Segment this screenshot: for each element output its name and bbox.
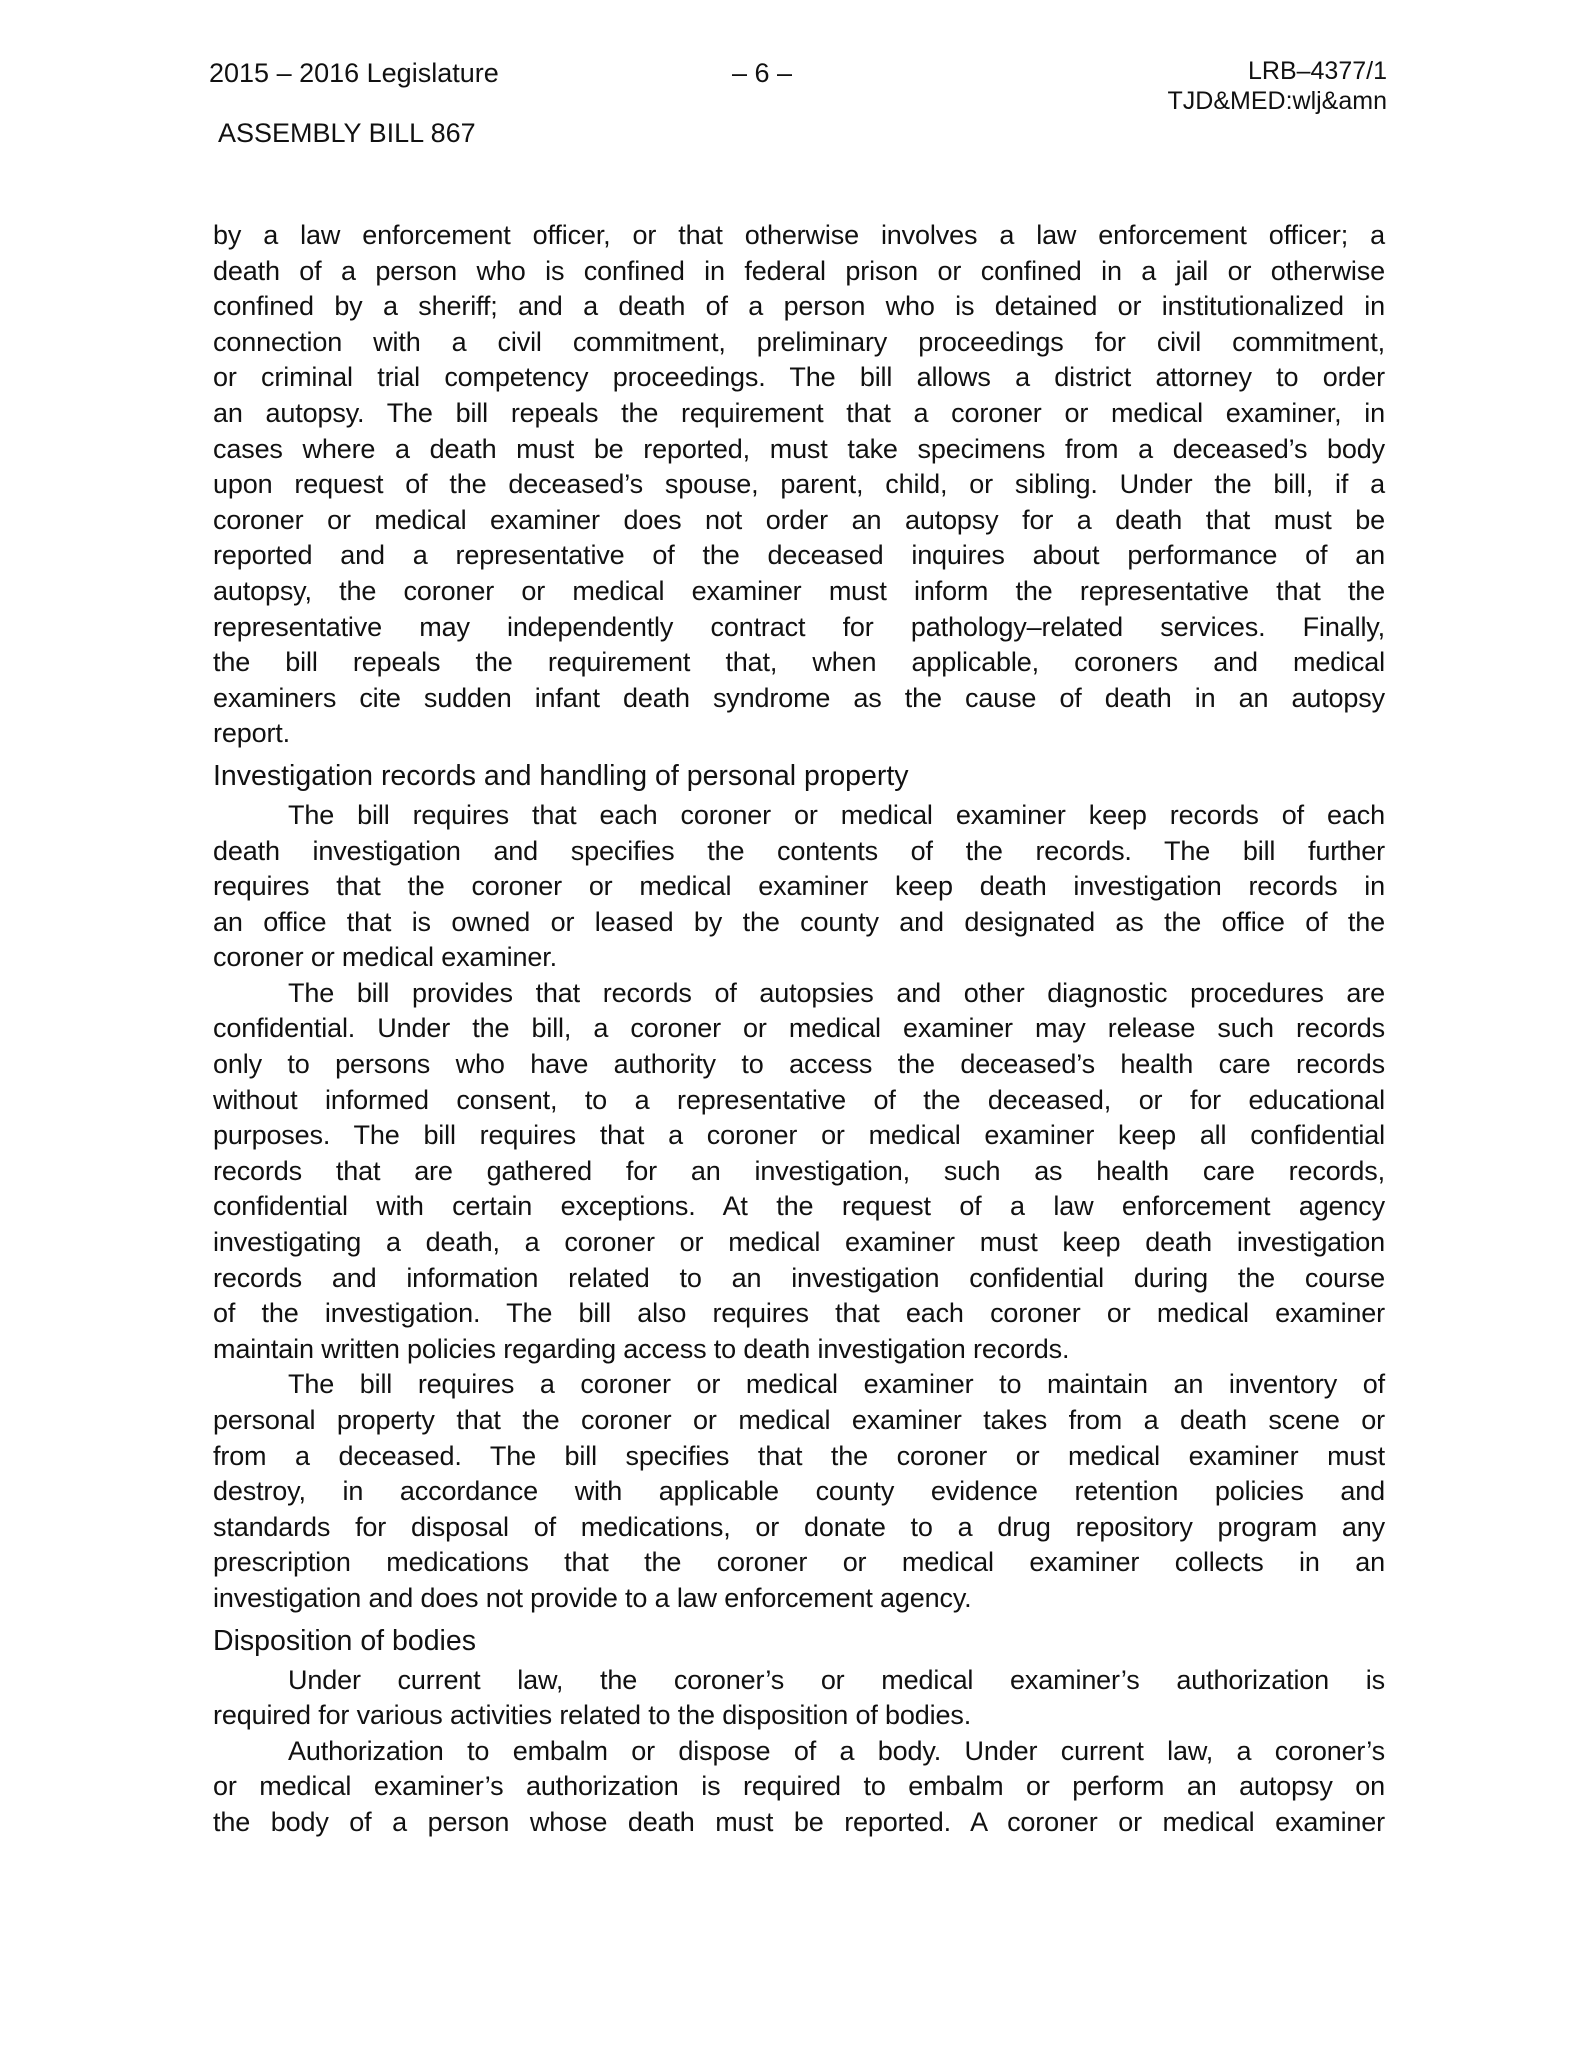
text-line: upon request of the deceased’s spouse, parent, child, or sibling. Under the bill, if a [213,469,1385,500]
text-line: autopsy, the coroner or medical examiner must inform the representative that the [213,575,1385,606]
text-line: investigation and does not provide to a law enforcement agency. [213,1582,972,1613]
text-line: investigating a death, a coroner or medical examiner must keep death investigation [213,1227,1385,1258]
text-line: the bill repeals the requirement that, when applicable, coroners and medical [213,647,1385,678]
text-line: The bill requires a coroner or medical examiner to maintain an inventory of [288,1369,1385,1400]
text-line: or medical examiner’s authorization is required to embalm or perform an autopsy on [213,1771,1385,1802]
text-line: required for various activities related to the disposition of bodies. [213,1700,972,1731]
text-line: connection with a civil commitment, preliminary proceedings for civil commitment, [213,326,1385,357]
section-heading: Disposition of bodies [213,1624,476,1657]
text-line: personal property that the coroner or medical examiner takes from a death scene or [213,1405,1385,1435]
legislature-session: 2015 – 2016 Legislature [209,58,499,88]
text-line: Authorization to embalm or dispose of a body. Under current law, a coroner’s [288,1735,1385,1766]
text-line: Under current law, the coroner’s or medical examiner’s authorization is [288,1664,1385,1695]
text-line: from a deceased. The bill specifies that the coroner or medical examiner must [213,1440,1385,1471]
text-line: requires that the coroner or medical examiner keep death investigation records in [213,871,1385,902]
text-line: only to persons who have authority to access the deceased’s health care records [213,1049,1385,1080]
paragraph [213,218,1385,752]
text-line: destroy, in accordance with applicable county evidence retention policies and [213,1476,1385,1507]
page-number: – 6 – [732,58,793,88]
bill-title: ASSEMBLY BILL 867 [218,118,476,148]
text-line: records and information related to an investigation confidential during the course [213,1262,1385,1293]
text-line: of the investigation. The bill also requires that each coroner or medical examiner [213,1298,1385,1329]
text-line: confidential with certain exceptions. At the request of a law enforcement agency [213,1191,1385,1222]
text-line: by a law enforcement officer, or that otherwise involves a law enforcement officer; a [213,220,1385,250]
section-heading: Investigation records and handling of personal property [213,759,909,792]
paragraph [213,798,1385,976]
paragraph [213,1663,1385,1734]
text-line: purposes. The bill requires that a coroner or medical examiner keep all confidential [213,1120,1385,1151]
paragraph [213,1367,1385,1616]
text-line: the body of a person whose death must be reported. A coroner or medical examiner [213,1806,1385,1837]
text-line: cases where a death must be reported, must take specimens from a deceased’s body [213,433,1385,464]
text-line: death investigation and specifies the contents of the records. The bill further [213,835,1385,866]
text-line: The bill provides that records of autopsies and other diagnostic procedures are [288,977,1385,1008]
text-line: without informed consent, to a representative of the deceased, or for educational [213,1084,1385,1115]
text-line: confidential. Under the bill, a coroner or medical examiner may release such records [213,1013,1385,1044]
text-line: maintain written policies regarding access to death investigation records. [213,1333,1070,1364]
text-line: death of a person who is confined in federal prison or confined in a jail or otherwise [213,255,1385,286]
text-line: coroner or medical examiner. [213,942,557,973]
paragraph [213,976,1385,1368]
text-line: or criminal trial competency proceedings. The bill allows a district attorney to order [213,362,1385,393]
text-line: standards for disposal of medications, or donate to a drug repository program any [213,1511,1385,1542]
text-line: coroner or medical examiner does not order an autopsy for a death that must be [213,504,1385,535]
text-line: records that are gathered for an investigation, such as health care records, [213,1155,1385,1186]
text-line: report. [213,718,290,749]
text-line: an autopsy. The bill repeals the requirement that a coroner or medical examiner, in [213,397,1385,428]
text-line: representative may independently contract for pathology–related services. Finally, [213,611,1385,642]
document-ids [1168,56,1387,116]
text-line: confined by a sheriff; and a death of a person who is detained or institutionalized in [213,291,1385,322]
paragraph [213,1734,1385,1841]
lrb-number: LRB–4377/1 [1247,57,1387,85]
drafter-code: TJD&MED:wlj&amn [1167,87,1387,115]
text-line: examiners cite sudden infant death syndrome as the cause of death in an autopsy [213,682,1385,713]
text-line: reported and a representative of the deceased inquires about performance of an [213,540,1385,571]
document-body [213,218,1385,1841]
text-line: an office that is owned or leased by the county and designated as the office of the [213,906,1385,937]
text-line: prescription medications that the coroner or medical examiner collects in an [213,1547,1385,1578]
text-line: The bill requires that each coroner or medical examiner keep records of each [288,799,1385,830]
